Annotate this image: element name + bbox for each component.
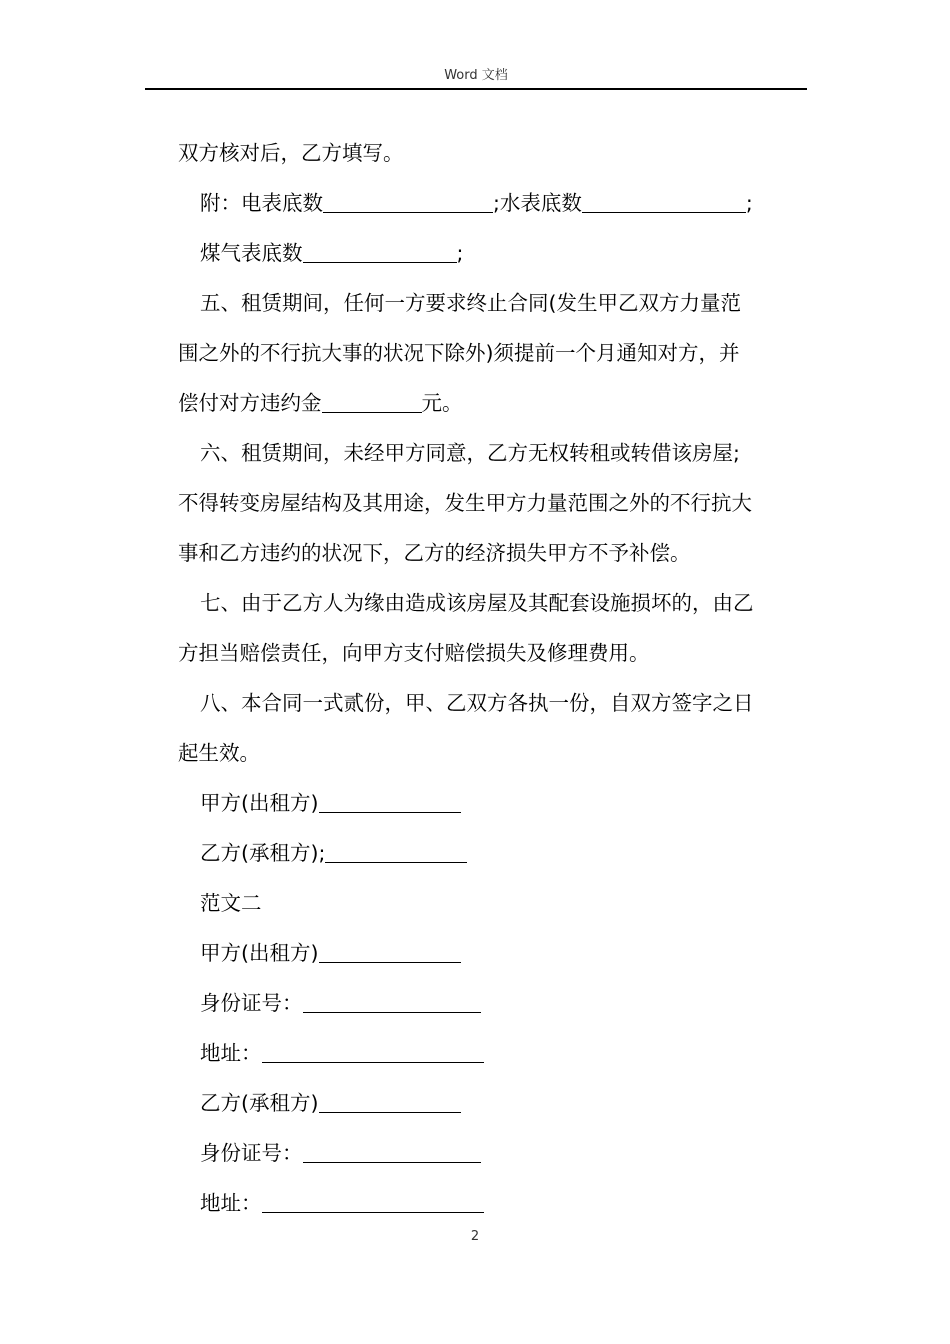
lessee-id-line [178, 1128, 803, 1178]
section-heading: 范文二 [200, 891, 262, 915]
text-span: ; [456, 241, 464, 265]
fill-blank [319, 928, 461, 963]
fill-blank [319, 1078, 461, 1113]
text-span: 身份证号： [200, 1141, 303, 1165]
paragraph-line: 七、由于乙方人为缘由造成该房屋及其配套设施损坏的，由乙 [200, 591, 754, 615]
fill-blank [322, 378, 422, 413]
paragraph-line: 八、本合同一式贰份，甲、乙双方各执一份，自双方签字之日 [200, 691, 754, 715]
page-header: Word 文档 [145, 66, 807, 90]
lessee-line [178, 1078, 803, 1128]
lessee-signature-line [178, 828, 803, 878]
paragraph-line: 不得转变房屋结构及其用途，发生甲方力量范围之外的不行抗大 [178, 491, 752, 515]
text-span: ; [745, 191, 753, 215]
lessor-id-line [178, 978, 803, 1028]
fill-blank [262, 1028, 484, 1063]
document-body [178, 128, 803, 1228]
fill-blank [325, 828, 467, 863]
fill-blank [262, 1178, 484, 1213]
text-span: 偿付对方违约金 [178, 391, 322, 415]
text-span: 甲方(出租方) [200, 941, 319, 965]
fill-blank [319, 778, 461, 813]
fill-blank [323, 178, 493, 213]
paragraph-line: 六、租赁期间，未经甲方同意，乙方无权转租或转借该房屋; [200, 441, 740, 465]
lessor-address-line [178, 1028, 803, 1078]
text-span: 乙方(承租方) [200, 1091, 319, 1115]
text-span: 地址： [200, 1041, 262, 1065]
paragraph-line: 方担当赔偿责任，向甲方支付赔偿损失及修理费用。 [178, 641, 650, 665]
fill-blank [303, 228, 457, 263]
gas-meter-line [178, 228, 803, 278]
text-span: 甲方(出租方) [200, 791, 319, 815]
paragraph-line: 起生效。 [178, 741, 260, 765]
lessee-address-line [178, 1178, 803, 1228]
fill-blank [303, 1128, 481, 1163]
meter-readings-line [178, 178, 803, 228]
text-span: 元。 [421, 391, 463, 415]
paragraph-line: 双方核对后，乙方填写。 [178, 141, 404, 165]
text-span: 乙方(承租方); [200, 841, 326, 865]
paragraph-line: 五、租赁期间，任何一方要求终止合同(发生甲乙双方力量范 [200, 291, 741, 315]
text-span: 身份证号： [200, 991, 303, 1015]
text-span: 地址： [200, 1191, 262, 1215]
penalty-line [178, 378, 803, 428]
paragraph-line: 事和乙方违约的状况下，乙方的经济损失甲方不予补偿。 [178, 541, 691, 565]
text-span: 煤气表底数 [200, 241, 303, 265]
lessor-line [178, 928, 803, 978]
text-span: 附：电表底数 [200, 191, 323, 215]
paragraph-line: 围之外的不行抗大事的状况下除外)须提前一个月通知对方，并 [178, 341, 740, 365]
fill-blank [303, 978, 481, 1013]
page-number: 2 [470, 1229, 480, 1244]
lessor-signature-line [178, 778, 803, 828]
text-span: ;水表底数 [493, 191, 582, 215]
fill-blank [582, 178, 746, 213]
